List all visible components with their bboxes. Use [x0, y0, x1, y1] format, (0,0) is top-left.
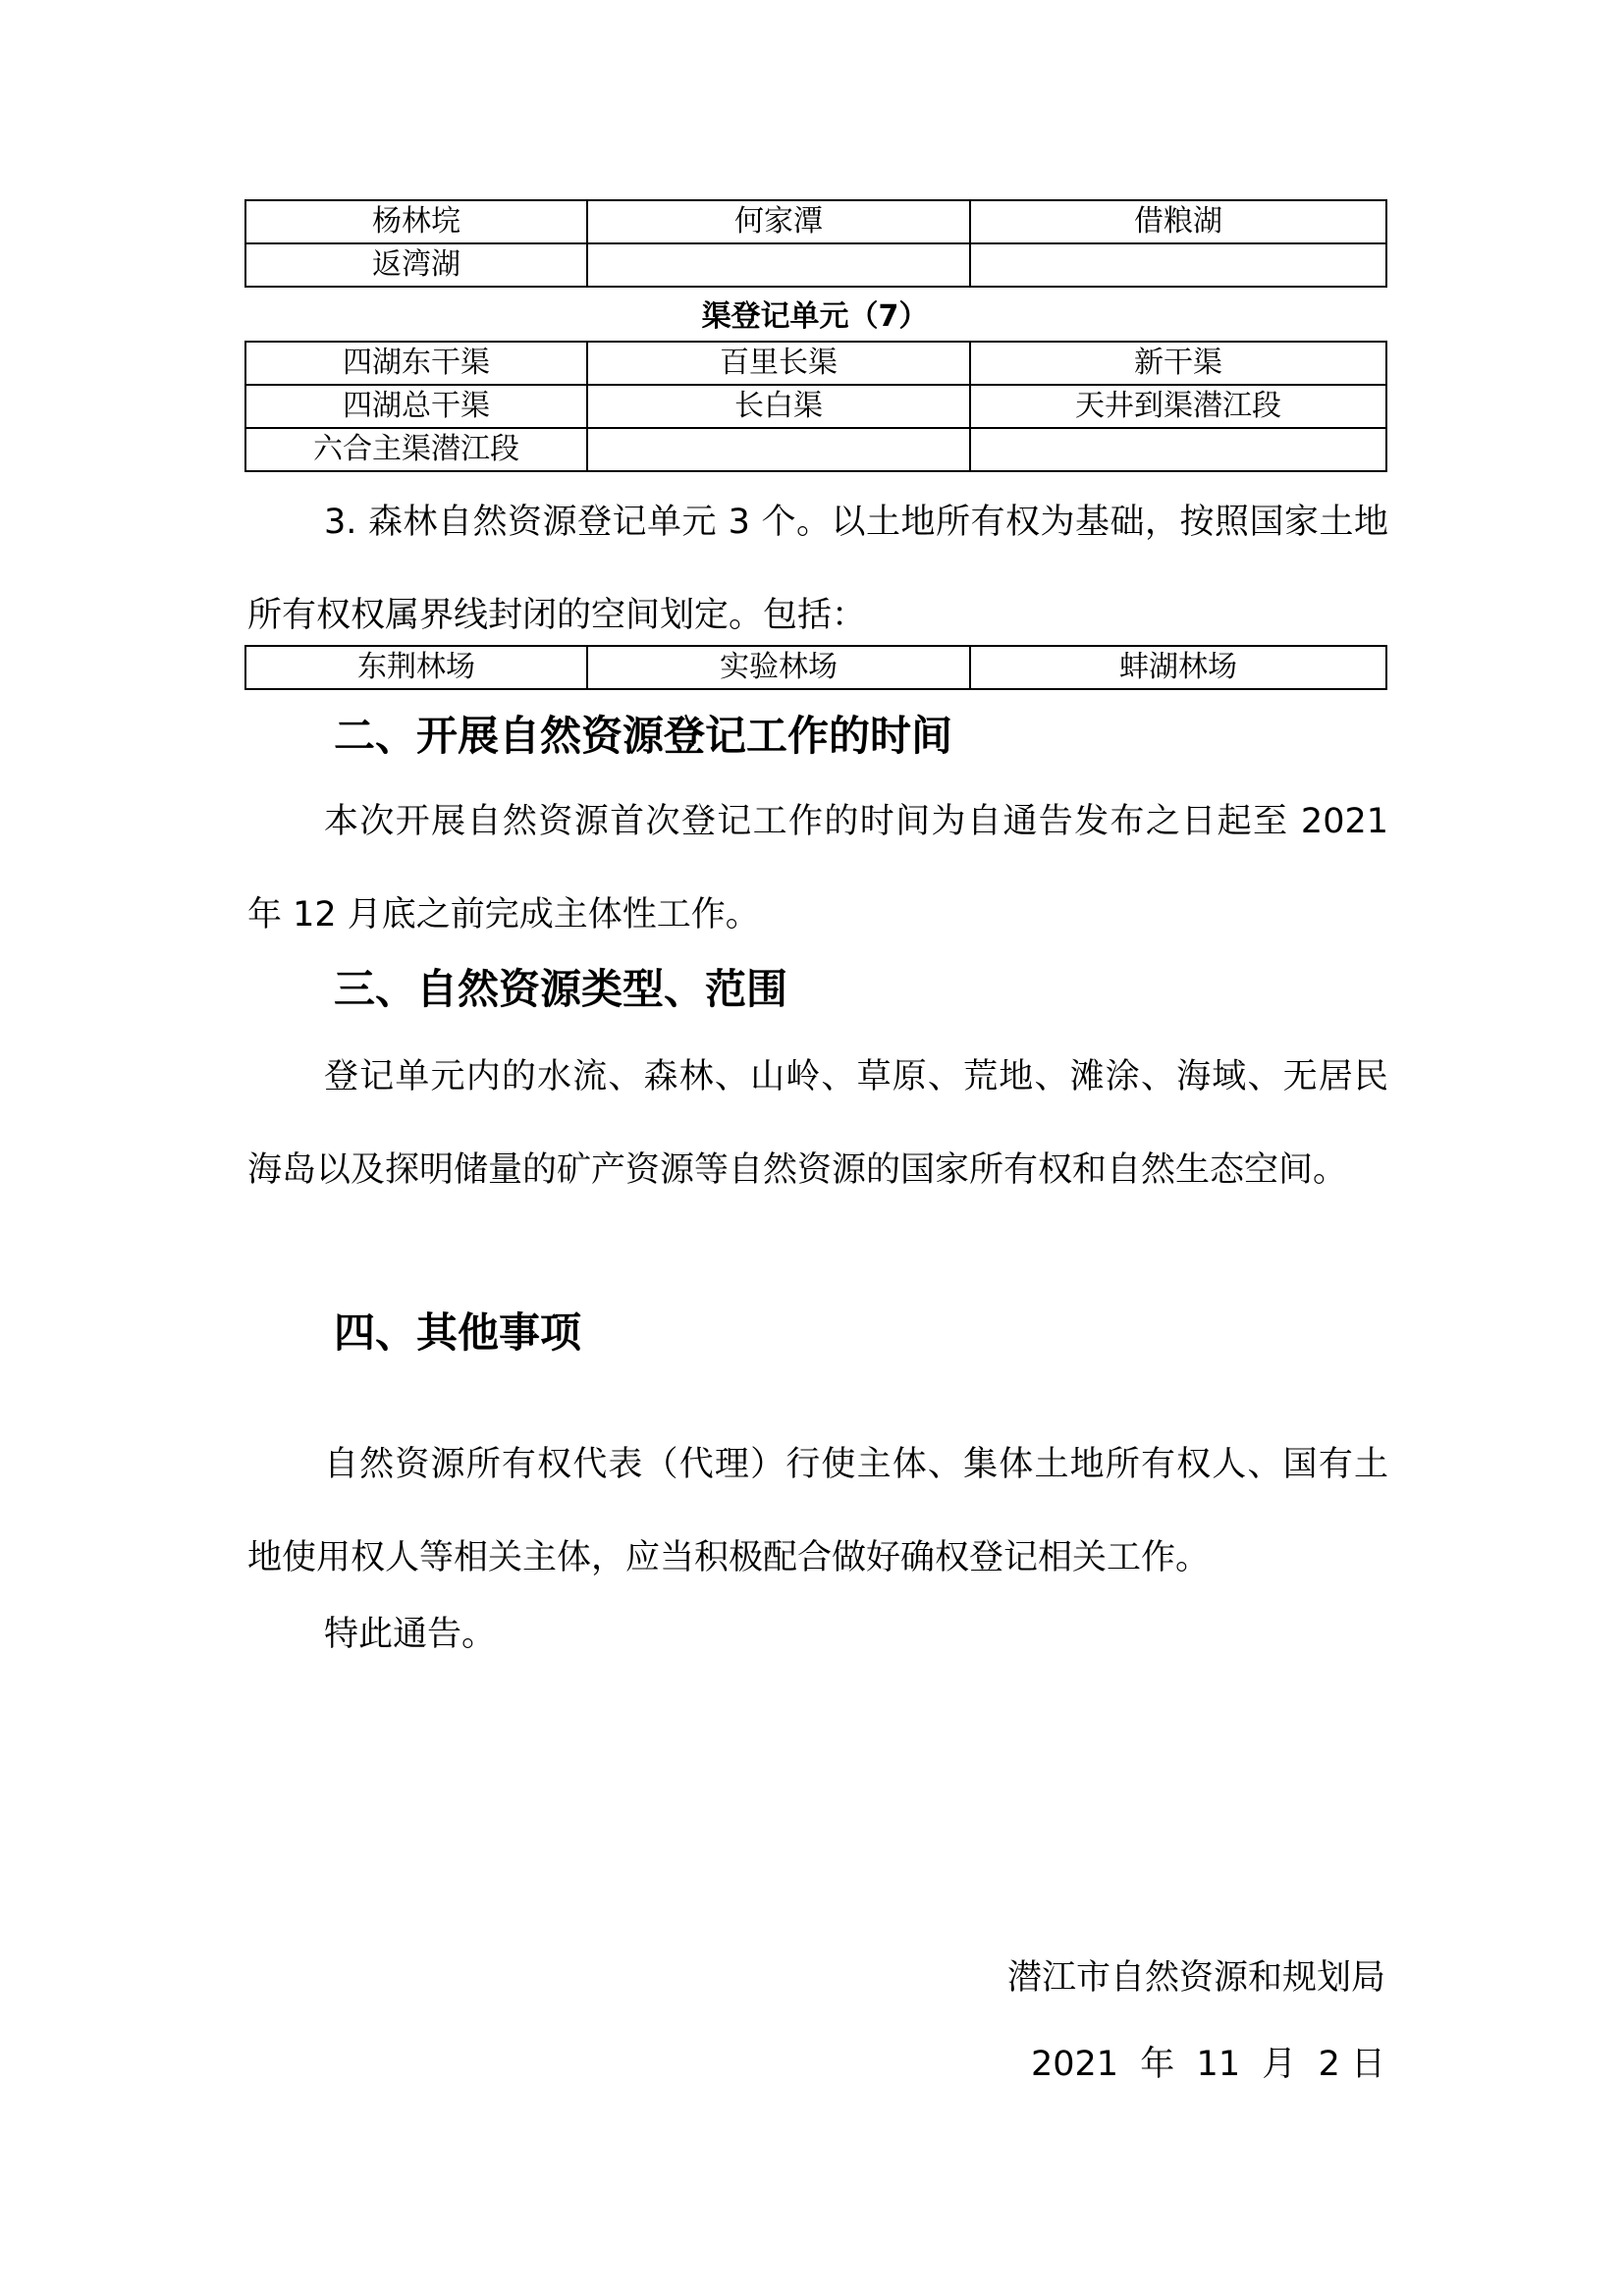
table-cell	[587, 243, 970, 287]
forest-units-table	[244, 645, 1387, 690]
table-cell: 蚌湖林场	[970, 646, 1386, 689]
table-cell: 长白渠	[587, 385, 970, 428]
forest-units-paragraph: 3. 森林自然资源登记单元 3 个。以土地所有权为基础，按照国家土地所有权权属界线封闭的空间划定。包括：	[247, 503, 1388, 635]
canal-table-caption: 渠登记单元（7）	[701, 299, 929, 334]
section-heading-registration-time: 二、开展自然资源登记工作的时间	[334, 712, 953, 760]
section-heading-other-matters: 四、其他事项	[334, 1308, 582, 1357]
table-cell: 六合主渠潜江段	[245, 428, 587, 471]
closing-statement: 特此通告。	[324, 1615, 497, 1654]
table-row	[245, 428, 1386, 471]
table-row	[245, 385, 1386, 428]
lake-units-table	[244, 199, 1387, 288]
table-row	[245, 342, 1386, 385]
canal-units-table	[244, 341, 1387, 472]
table-cell: 四湖东干渠	[245, 342, 587, 385]
table-cell: 实验林场	[587, 646, 970, 689]
section-body-resource-types: 登记单元内的水流、森林、山岭、草原、荒地、滩涂、海域、无居民海岛以及探明储量的矿产资源等自然资源的国家所有权和自然生态空间。	[247, 1057, 1388, 1190]
table-cell: 新干渠	[970, 342, 1386, 385]
section-body-registration-time: 本次开展自然资源首次登记工作的时间为自通告发布之日起至 2021 年 12 月底之前完成主体性工作。	[247, 802, 1388, 934]
table-row	[245, 200, 1386, 243]
section-heading-resource-types: 三、自然资源类型、范围	[334, 965, 788, 1013]
table-row	[245, 243, 1386, 287]
table-cell	[970, 428, 1386, 471]
table-cell: 百里长渠	[587, 342, 970, 385]
table-cell: 借粮湖	[970, 200, 1386, 243]
table-cell: 何家潭	[587, 200, 970, 243]
issuing-organization: 潜江市自然资源和规划局	[1006, 1958, 1385, 1998]
table-cell: 四湖总干渠	[245, 385, 587, 428]
table-cell: 杨林垸	[245, 200, 587, 243]
section-body-other-matters: 自然资源所有权代表（代理）行使主体、集体土地所有权人、国有土地使用权人等相关主体，应当积极配合做好确权登记相关工作。	[247, 1445, 1388, 1577]
table-cell	[970, 243, 1386, 287]
table-row	[245, 646, 1386, 689]
table-cell: 返湾湖	[245, 243, 587, 287]
issue-date: 2021 年 11 月 2 日	[1030, 2045, 1385, 2084]
table-cell: 东荆林场	[245, 646, 587, 689]
table-cell: 天井到渠潜江段	[970, 385, 1386, 428]
table-cell	[587, 428, 970, 471]
